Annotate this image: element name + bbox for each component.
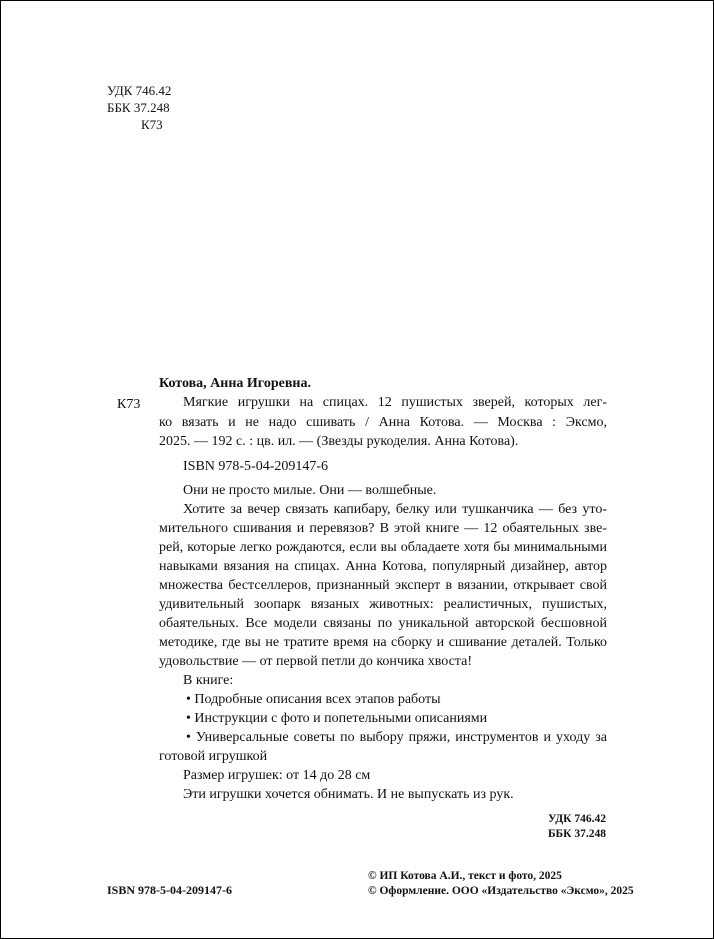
toy-size: Размер игрушек: от 14 до 28 см [183, 768, 371, 783]
annotation-tagline: Они не просто милые. Они — волшебные. [183, 483, 437, 498]
copyright-text-photo: © ИП Котова А.И., текст и фото, 2025 [368, 870, 562, 882]
in-book-heading: В книге: [183, 673, 234, 688]
bottom-udk: УДК 746.42 [547, 813, 606, 825]
annotation-line: Хотите за вечер связать капибару, белку или тушканчика — без уто- [183, 502, 607, 517]
annotation-line: удивительный зоопарк вязаных животных: реалистичных, пушистых, [159, 597, 607, 612]
annotation-line-last: удовольствие — от первой петли до кончика хвоста! [159, 654, 472, 669]
bullet-continuation: готовой игрушкой [159, 749, 268, 764]
annotation-line: обаятельных. Все модели связаны по уникальной авторской бесшовной [159, 616, 607, 631]
annotation-line: навыками вязания на спицах. Анна Котова, популярный дизайнер, автор [159, 559, 607, 574]
annotation-line: множества бестселлеров, признанный эксперт в вязании, открывает свой [159, 578, 607, 593]
bbk-code: ББК 37.248 [107, 100, 170, 115]
title-line-1: Мягкие игрушки на спицах. 12 пушистых зверей, которых лег- [183, 395, 607, 410]
udk-code: УДК 746.42 [107, 83, 172, 98]
record-author-mark: К73 [117, 397, 141, 412]
title-line-3: 2025. — 192 с. : цв. ил. — (Звезды рукоделия. Анна Котова). [159, 434, 519, 449]
bullet-item: • Инструкции с фото и попетельными описаниями [186, 711, 488, 726]
author-heading: Котова, Анна Игоревна. [159, 376, 311, 391]
record-isbn: ISBN 978-5-04-209147-6 [183, 459, 329, 474]
bullet-item: • Универсальные советы по выбору пряжи, инструментов и уходу за [186, 730, 607, 745]
closing-line: Эти игрушки хочется обнимать. И не выпускать из рук. [183, 787, 514, 802]
bottom-bbk: ББК 37.248 [547, 828, 606, 840]
copyright-design: © Оформление. ООО «Издательство «Эксмо», 2025 [368, 885, 634, 897]
annotation-line: рей, которые легко рождаются, если вы обладаете хотя бы минимальными [159, 540, 607, 555]
bullet-item: • Подробные описания всех этапов работы [186, 692, 441, 707]
footer-isbn: ISBN 978-5-04-209147-6 [107, 883, 232, 897]
title-line-2: ко вязать и не надо сшивать / Анна Котова. — Москва : Эксмо, [159, 415, 607, 430]
annotation-line: методике, где вы не тратите время на сборку и сшивание деталей. Только [159, 635, 607, 650]
annotation-line: мительного сшивания и перевязов? В этой книге — 12 обаятельных зве- [159, 521, 607, 536]
author-mark: К73 [141, 117, 163, 132]
